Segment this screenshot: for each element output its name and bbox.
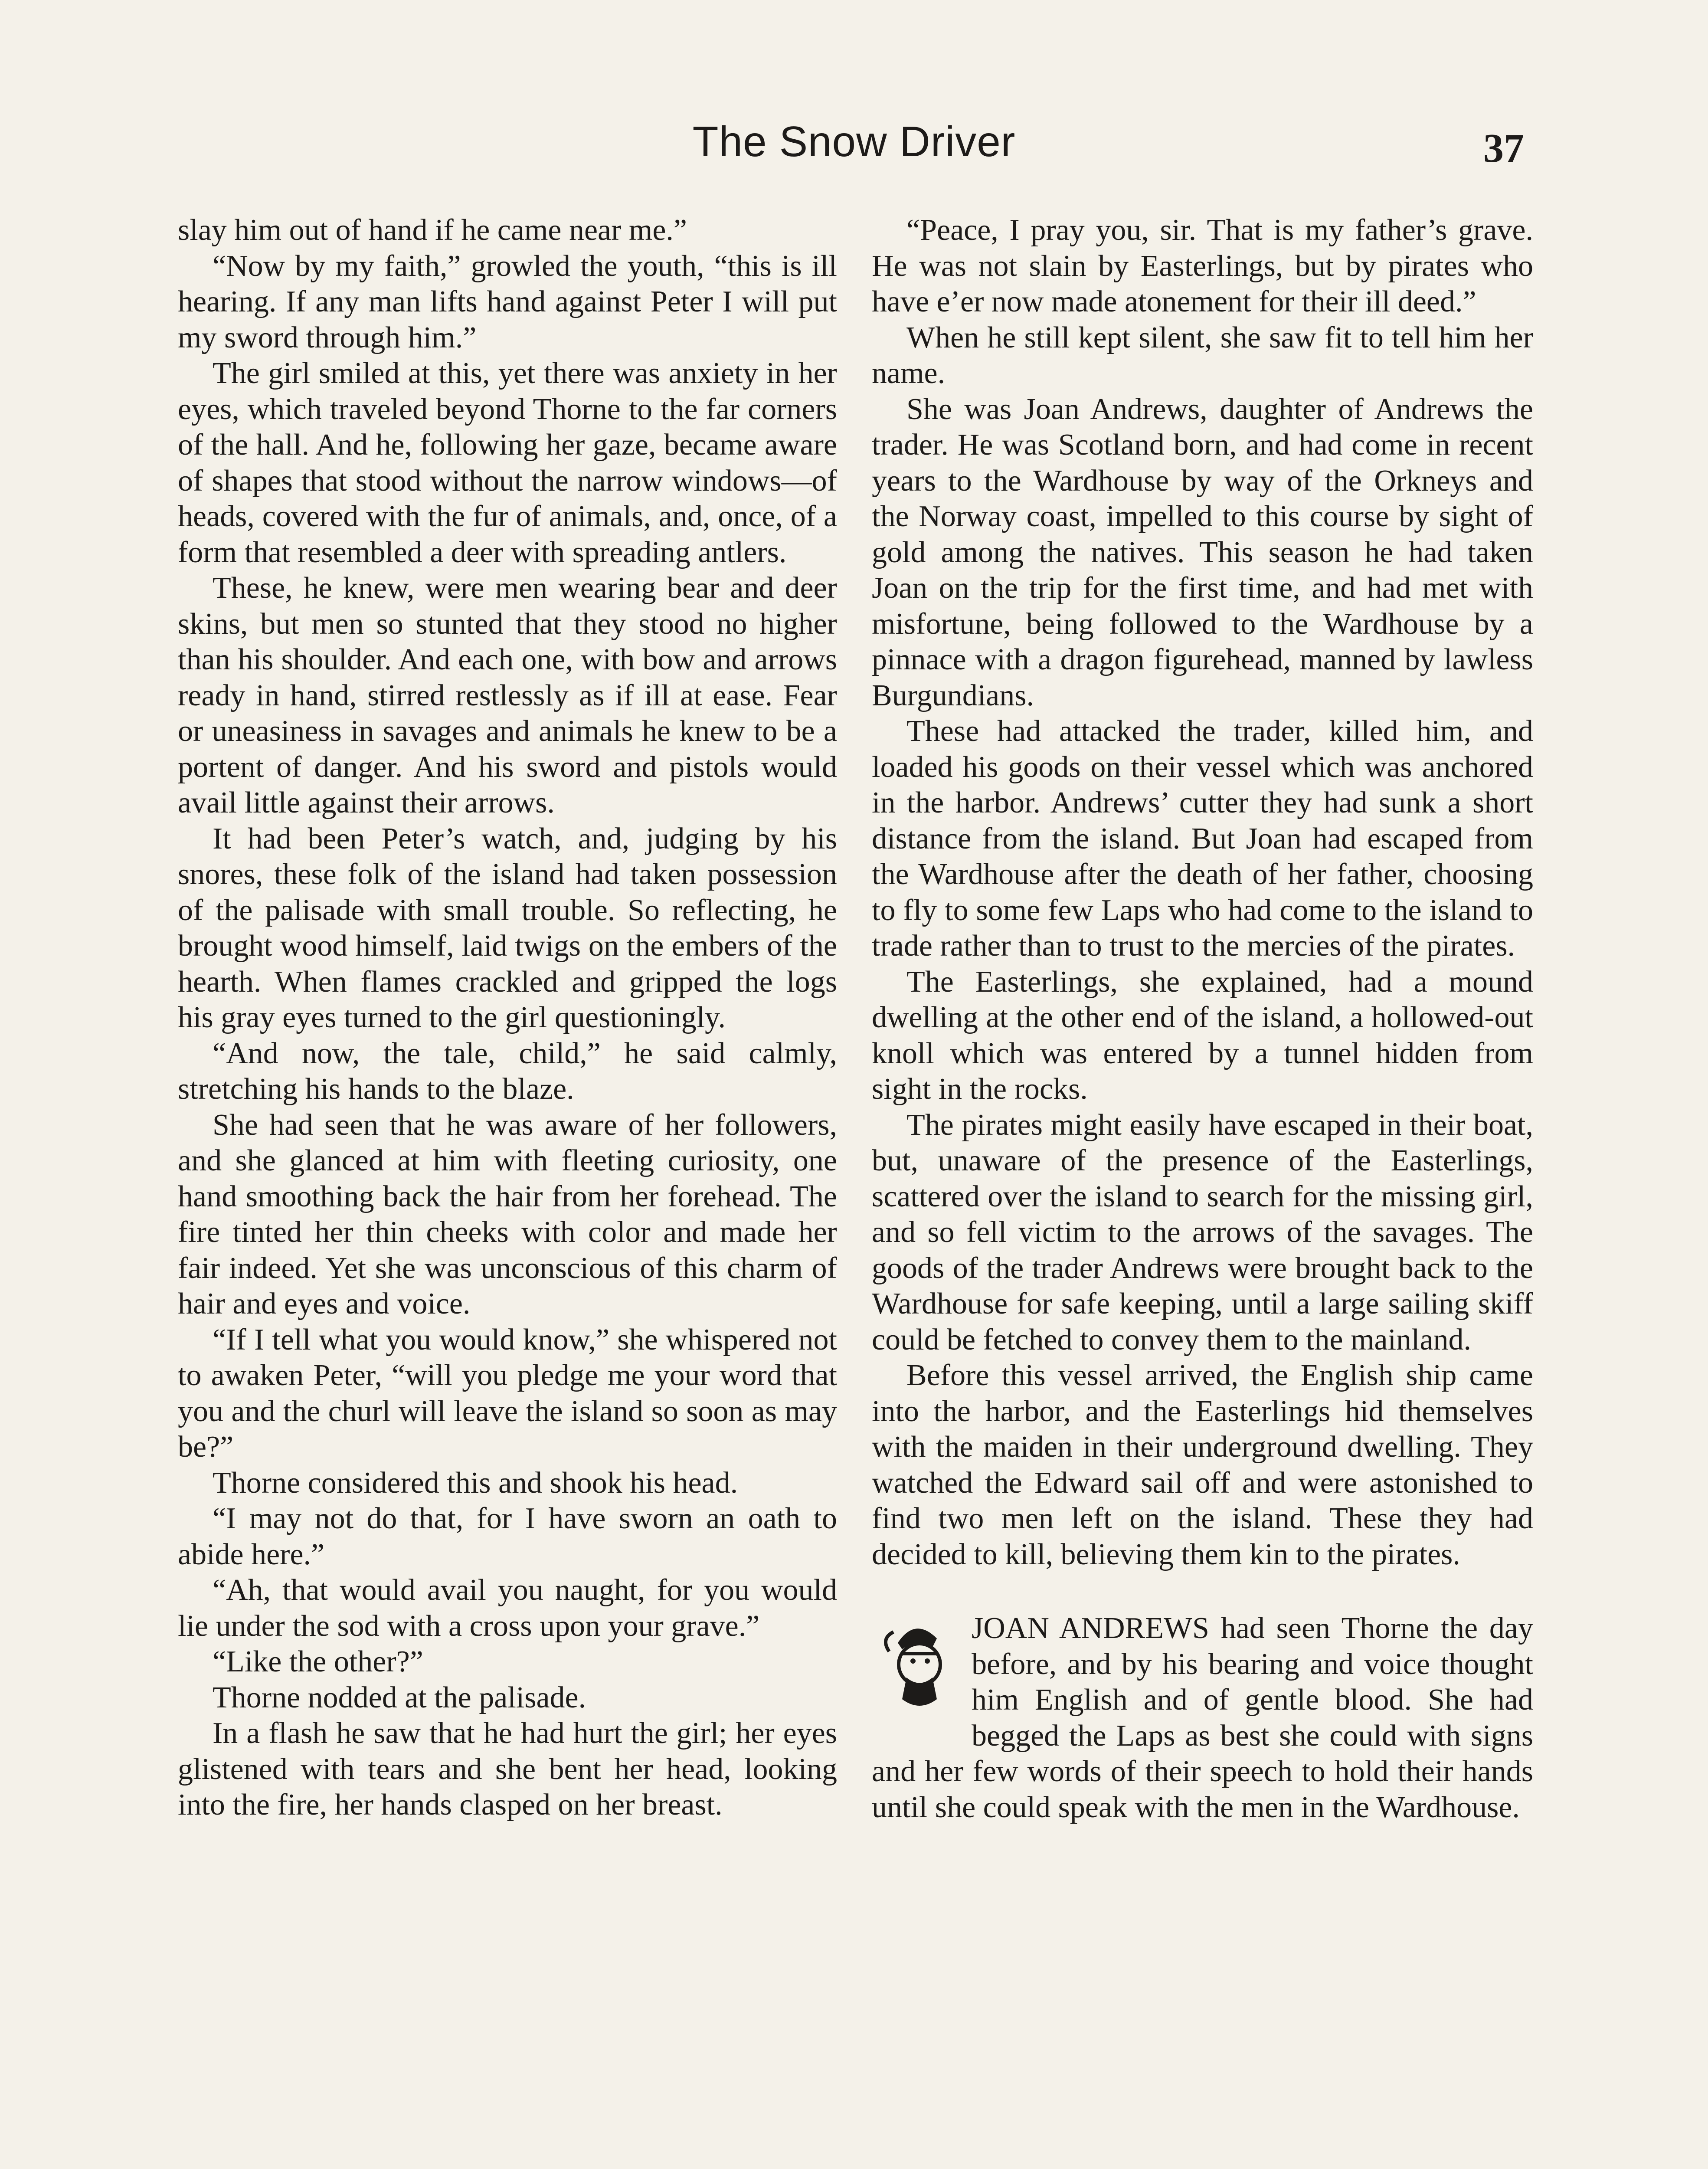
right-column-paragraph: The Easterlings, she explained, had a mound dwelling at the other end of the island, a hollowed-out knoll which was entered by a tunnel hidden from sight in the rocks. — [872, 965, 1533, 1106]
left-column-paragraph: “Like the other?” — [213, 1645, 423, 1678]
right-column-paragraph: She was Joan Andrews, daughter of Andrews the trader. He was Scotland born, and had come in recent years to the Wardhouse by way of the Orkneys and the Norway coast, impelled to this course by sight of gold among the natives. This season he had taken Joan on the trip for the first time, and had met with misfortune, being followed to the Wardhouse by a pinnace with a dragon figurehead, manned by lawless Burgundians. — [872, 392, 1533, 712]
left-column-paragraph: “If I tell what you would know,” she whispered not to awaken Peter, “will you pledge me your word that you and the churl will leave the island so soon as may be?” — [178, 1323, 837, 1464]
left-column-paragraph: It had been Peter’s watch, and, judging by his snores, these folk of the island had taken possession of the palisade with small trouble. So reflecting, he brought wood himself, laid twigs on the embers of the hearth. When flames crackled and gripped the logs his gray eyes turned to the girl questioningly. — [178, 822, 837, 1034]
left-column-paragraph: “And now, the tale, child,” he said calmly, stretching his hands to the blaze. — [178, 1036, 837, 1106]
left-column-paragraph: “I may not do that, for I have sworn an oath to abide here.” — [178, 1502, 837, 1571]
left-column-paragraph: In a flash he saw that he had hurt the girl; her eyes glistened with tears and she bent her head, looking into the fire, her hands clasped on her breast. — [178, 1717, 837, 1822]
left-column-paragraph: These, he knew, were men wearing bear and deer skins, but men so stunted that they stood no higher than his shoulder. And each one, with bow and arrows ready in hand, stirred restlessly as if ill at ease. Fear or uneasiness in savages and animals he knew to be a portent of danger. And his sword and pistols would avail little against their arrows. — [178, 571, 837, 819]
left-column-paragraph: The girl smiled at this, yet there was anxiety in her eyes, which traveled beyond Thorne to the far corners of the hall. And he, following her gaze, became aware of shapes that stood without the narrow windows—of heads, covered with the fur of animals, and, once, of a form that resembled a deer with spreading antlers. — [178, 357, 837, 569]
sailor-head-icon — [872, 1612, 959, 1721]
page-number: 37 — [1483, 126, 1524, 171]
page-header — [0, 117, 1708, 187]
right-column-paragraph: “Peace, I pray you, sir. That is my father’s grave. He was not slain by Easterlings, but by pirates who have e’er now made atonement for their ill deed.” — [872, 213, 1533, 318]
left-column-paragraph: She had seen that he was aware of her followers, and she glanced at him with fleeting curiosity, one hand smoothing back the hair from her forehead. The fire tinted her thin cheeks with color and made her fair indeed. Yet she was unconscious of this charm of hair and eyes and voice. — [178, 1108, 837, 1320]
left-column — [178, 213, 837, 1823]
right-column-paragraph: These had attacked the trader, killed him, and loaded his goods on their vessel which was anchored in the harbor. Andrews’ cutter they had sunk a short distance from the island. But Joan had escaped from the Wardhouse after the death of her father, choosing to fly to some few Laps who had come to the island to trade rather than to trust to the mercies of the pirates. — [872, 714, 1533, 963]
right-column-paragraphs — [872, 213, 1533, 1573]
left-column-paragraph: Thorne considered this and shook his head. — [213, 1466, 738, 1500]
left-column-paragraph: Thorne nodded at the palisade. — [213, 1681, 586, 1714]
right-column-paragraph: The pirates might easily have escaped in their boat, but, unaware of the presence of the Easterlings, scattered over the island to search for the missing girl, and so fell victim to the arrows of the savages. The goods of the trader Andrews were brought back to the Wardhouse for safe keeping, until a large sailing skiff could be fetched to convey them to the mainland. — [872, 1108, 1533, 1356]
right-column — [872, 213, 1533, 1825]
running-title: The Snow Driver — [692, 118, 1016, 165]
left-column-paragraph: “Ah, that would avail you naught, for you would lie under the sod with a cross upon your grave.” — [178, 1573, 837, 1643]
dropcap-lead: JOAN ANDREWS — [972, 1612, 1209, 1645]
left-column-paragraph: “Now by my faith,” growled the youth, “this is ill hearing. If any man lifts hand against Peter I will put my sword through him.” — [178, 249, 837, 354]
section-break — [872, 1573, 1533, 1611]
right-column-paragraph: Before this vessel arrived, the English ship came into the harbor, and the Easterlings hid themselves with the maiden in their underground dwelling. They watched the Edward sail off and were astonished to find two men left on the island. These they had decided to kill, believing them kin to the pirates. — [872, 1359, 1533, 1571]
dropcap-paragraph — [872, 1611, 1533, 1825]
left-column-paragraph: slay him out of hand if he came near me.” — [178, 213, 687, 247]
dropcap-text: had seen Thorne the day before, and by his bearing and voice thought him English and of gentle blood. She had begged the Laps as best she could with signs and her few words of their speech to hold their hands until she could speak with the men in the Wardhouse. — [872, 1612, 1533, 1824]
right-column-paragraph: When he still kept silent, she saw fit to tell him her name. — [872, 321, 1533, 390]
